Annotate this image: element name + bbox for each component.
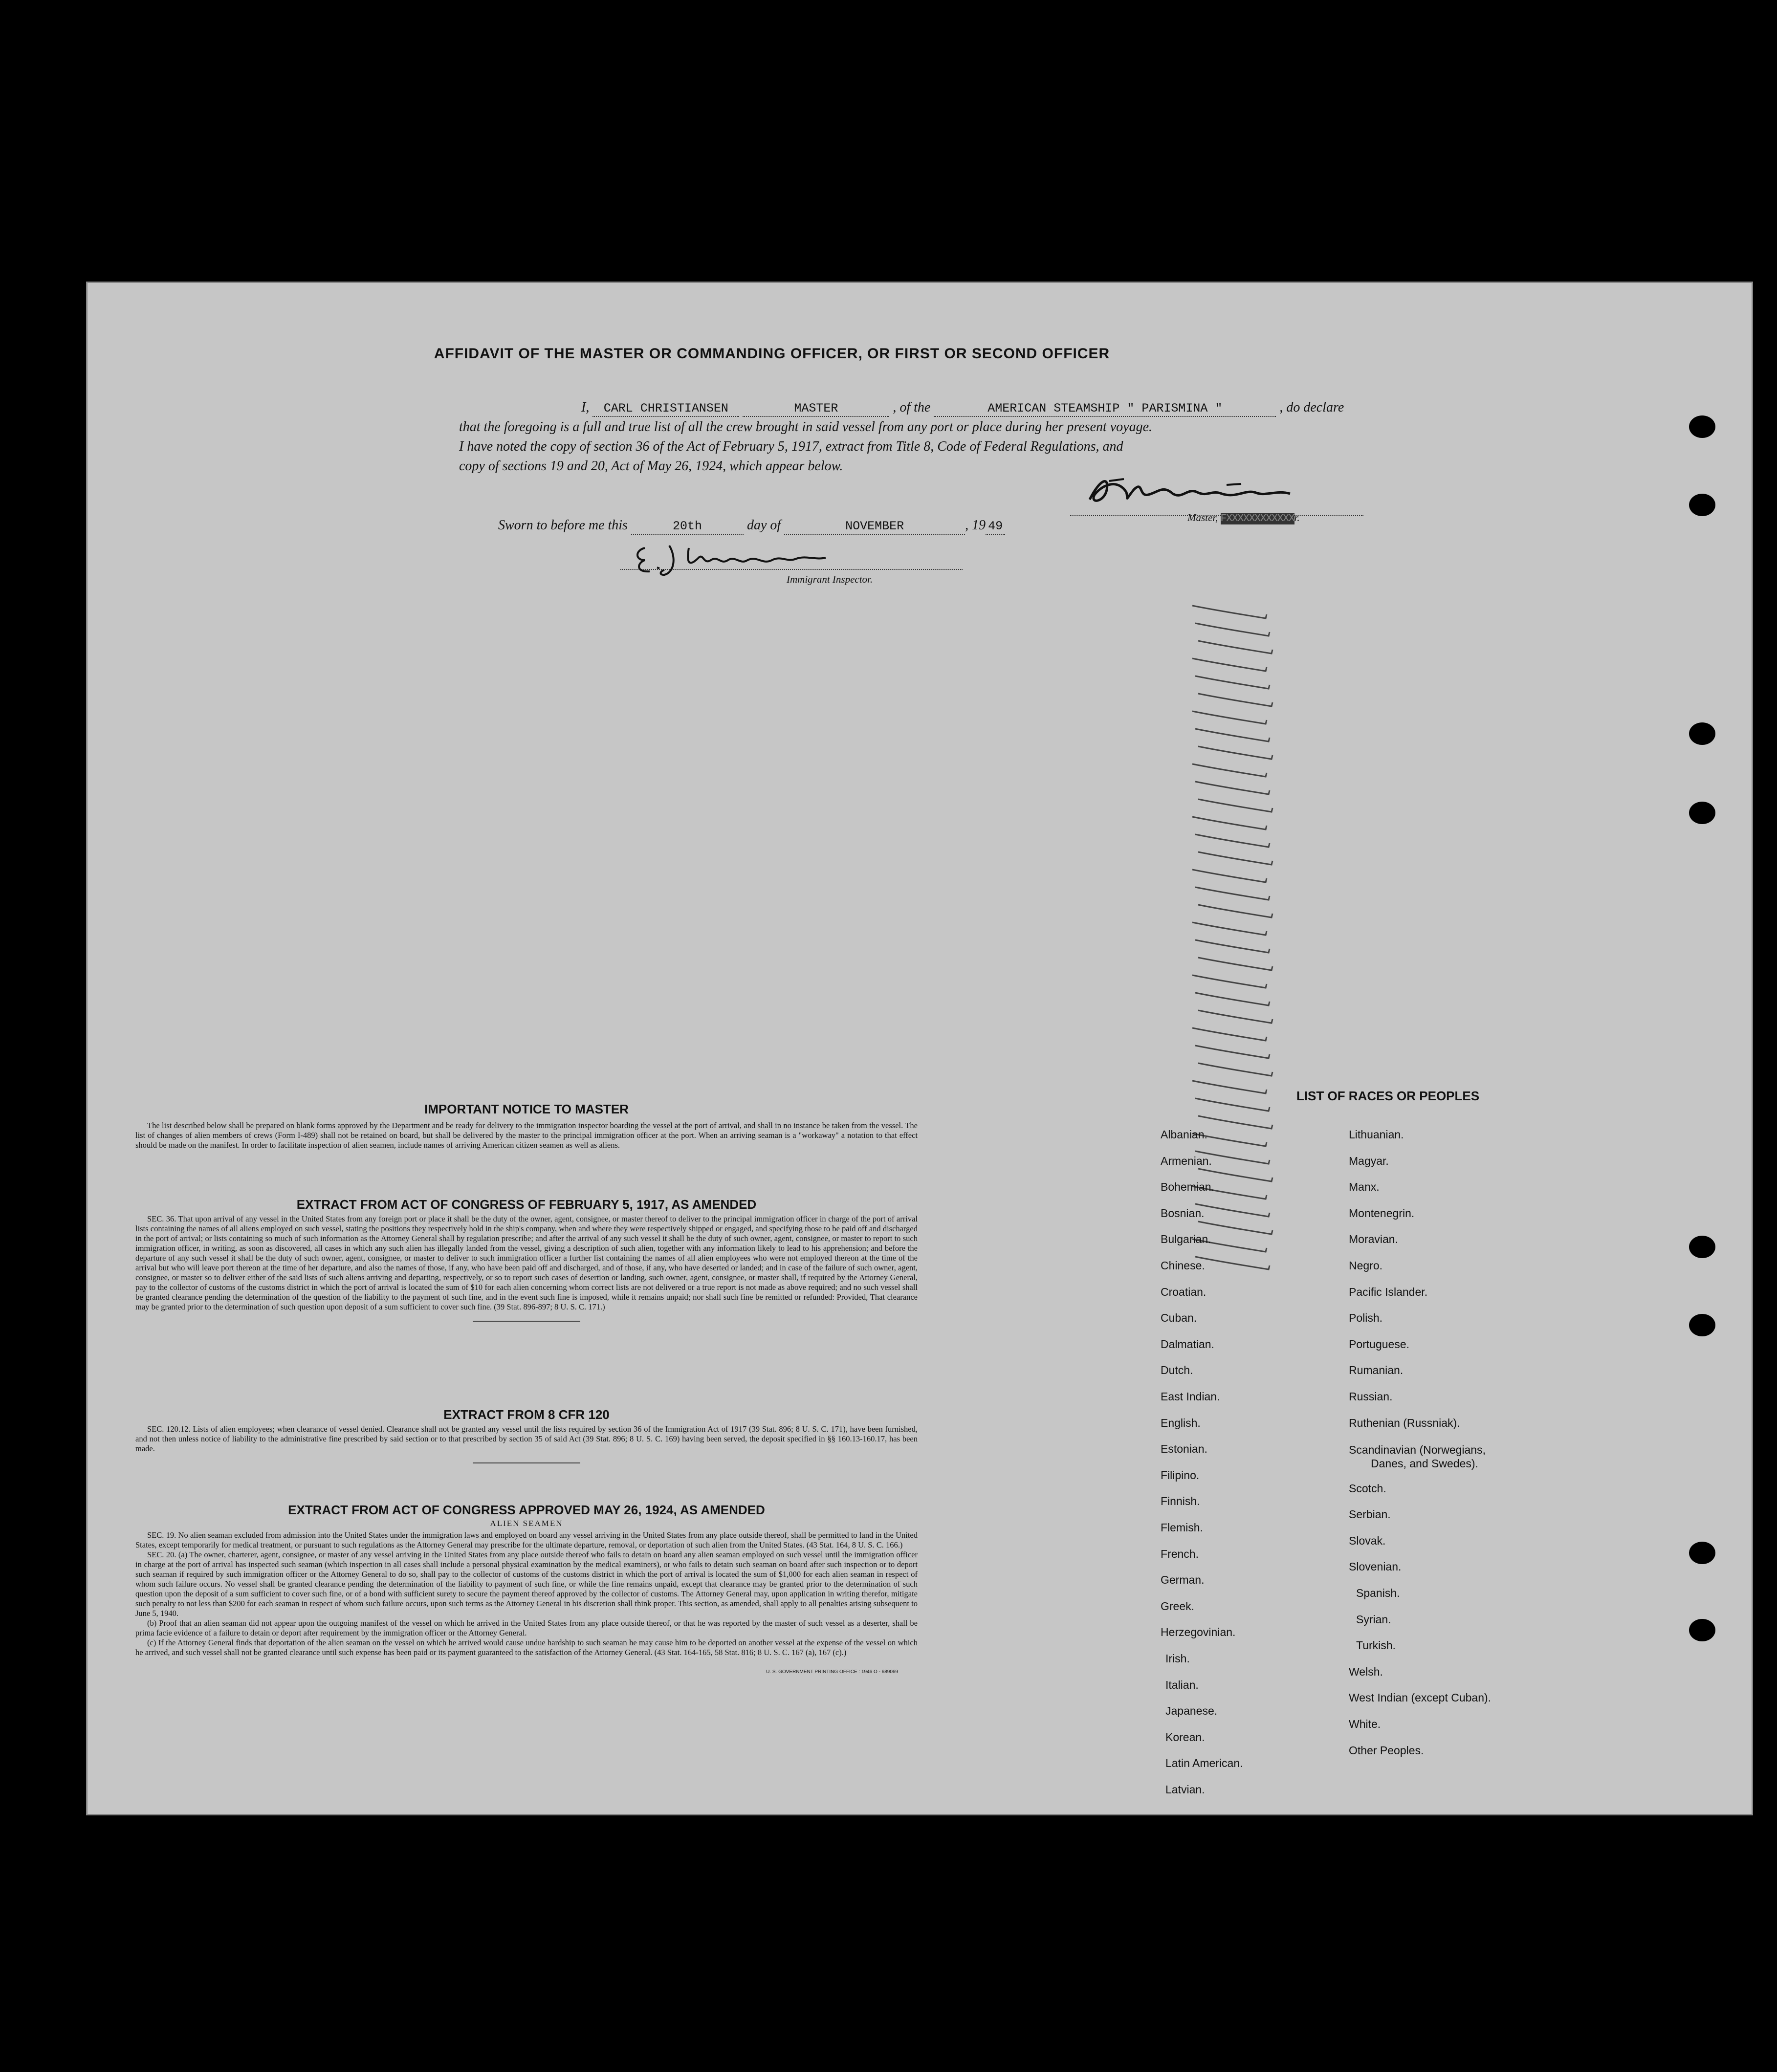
races-title: LIST OF RACES OR PEOPLES [1296, 1089, 1480, 1103]
race-item: Flemish. [1161, 1521, 1203, 1534]
race-item: Russian. [1349, 1390, 1393, 1403]
struck-out-text: F [1220, 513, 1227, 524]
race-item: Other Peoples. [1349, 1744, 1424, 1757]
affidavit-line-3: I have noted the copy of section 36 of the Act of February 5, 1917, extract from Title 8, Code of Federal Regulations, and [459, 439, 1123, 454]
extract-1924-title: EXTRACT FROM ACT OF CONGRESS APPROVED MAY 26, 1924, AS AMENDED [288, 1503, 765, 1517]
race-item: Japanese. [1165, 1704, 1218, 1718]
sec-19-text: SEC. 19. No alien seaman excluded from admission into the United States under the immigration laws and employed on board any vessel arriving in the United States from any place outside thereof, shall be permitted to land in the United States, except temporarily for medical treatment, or pursuant to such regulations as the Attorney General may prescribe for the ultimate departure, removal, or deportation of such alien from the United States. (43 Stat. 164, 8 U. S. C. 166.) [135, 1530, 918, 1549]
year-prefix: , 19 [965, 518, 986, 533]
race-item: Bulgarian. [1161, 1233, 1211, 1246]
race-item: Lithuanian. [1349, 1128, 1404, 1141]
punch-hole [1689, 1542, 1715, 1564]
race-item: Manx. [1349, 1180, 1380, 1194]
sworn-prefix: Sworn to before me this [498, 518, 628, 533]
cfr-title: EXTRACT FROM 8 CFR 120 [443, 1407, 610, 1422]
race-item: Turkish. [1356, 1639, 1396, 1652]
notice-section [135, 1104, 918, 1150]
race-item: Negro. [1349, 1259, 1383, 1272]
race-item: Estonian. [1161, 1442, 1207, 1456]
race-item: Croatian. [1161, 1285, 1207, 1298]
race-item: Moravian. [1349, 1233, 1398, 1246]
vessel-name-field: AMERICAN STEAMSHIP " PARISMINA " [934, 401, 1276, 417]
race-item: Albanian. [1161, 1128, 1207, 1141]
race-item: Armenian. [1161, 1154, 1212, 1167]
race-item: Finnish. [1161, 1495, 1200, 1508]
race-item: Slovenian. [1349, 1560, 1402, 1573]
race-item: West Indian (except Cuban). [1349, 1691, 1492, 1704]
notice-body: The list described below shall be prepared on blank forms approved by the Department and be ready for delivery to the immigration inspector boarding the vessel at the port of arrival, and shall in no instance be taken from the vessel. The list of changes of alien members of crews (Form I-489) shall not be retained on board, but shall be delivered by the master to the principal immigration officer at the port. When an arriving seaman is a "workaway" a notation to that effect should be made on the manifest. In order to facilitate inspection of alien seamen, include names of arriving American citizen seamen as well as aliens. [135, 1121, 918, 1150]
race-item: Bosnian. [1161, 1206, 1205, 1220]
race-item: Filipino. [1161, 1468, 1200, 1482]
struck-out-text-2: XXXXXXXXXXXX [1226, 513, 1294, 524]
race-item: French. [1161, 1547, 1199, 1560]
punch-hole [1689, 1619, 1715, 1641]
race-item: Korean. [1165, 1730, 1205, 1744]
extract-1917-body: SEC. 36. That upon arrival of any vessel in the United States from any foreign port or place it shall be the duty of the owner, agent, consignee, or master thereof to deliver to the principal immigration officer in charge of the port of arrival lists containing the names of all aliens employed on such vessel, stating the positions they respectively hold in the ship's company, when and where they were respectively shipped or engaged, and specifying those to be paid off and discharged in the port of arrival; or lists containing so much of such information as the Attorney General shall by regulation prescribe; and after the arrival of any such vessel it shall be the duty of such owner, agent, consignee, or master to report to such immigration officer, in writing, as soon as discovered, all cases in which any such alien has illegally landed from the vessel, giving a description of such alien, together with any information likely to lead to his apprehension; and before the departure of any such vessel it shall be the duty of such owner, agent, consignee, or master to deliver to such immigration officer a further list containing the names of all alien employees who were not employed thereon at the time of the arrival but who will leave port thereon at the time of her departure, and also the names of those, if any, who have been paid off and discharged, and of those, if any, who have deserted or landed; and in case of the failure of such owner, agent, consignee, or master so to deliver either of the said lists of such aliens arriving and departing, respectively, or so to report such cases of desertion or landing, such owner, agent, consignee, or master shall, if required by the Attorney General, pay to the collector of customs of the customs district in which the port of arrival is located the sum of $10 for each alien concerning whom correct lists are not delivered or a true report is not made as above required; and no such vessel shall be granted clearance pending the determination of the question of the liability to the payment of such fine, and in the event such fine is imposed, while it remains unpaid; nor shall such fine be remitted or refunded: Provided, That clearance may be granted prior to the determination of such question upon deposit of a sum sufficient to cover such fine. (39 Stat. 896-897; 8 U. S. C. 171.) [135, 1214, 918, 1311]
sworn-day-field: 20th [631, 519, 744, 535]
race-item: White. [1349, 1718, 1381, 1730]
affidavit-prefix: I, [581, 400, 590, 415]
manifest-page [86, 282, 1753, 1815]
divider [473, 1321, 580, 1322]
race-item: Latvian. [1165, 1783, 1205, 1796]
race-item: Danes, and Swedes). [1371, 1457, 1478, 1470]
race-item: Welsh. [1349, 1665, 1383, 1678]
extract-1917-section [135, 1197, 918, 1322]
race-item: English. [1161, 1416, 1201, 1429]
punch-hole [1689, 494, 1715, 516]
race-item: Cuban. [1161, 1311, 1197, 1325]
race-item: Spanish. [1356, 1587, 1400, 1599]
master-caption [1187, 512, 1300, 524]
race-item: Irish. [1165, 1652, 1190, 1665]
sec-20b-text: (b) Proof that an alien seaman did not appear upon the outgoing manifest of the vessel on which he arrived in the United States from any place outside thereof, or that he was reported by the master of such vessel as a deserter, shall be prima facie evidence of a failure to detain or deport after requirement by the immigration officer or the Attorney General. [135, 1618, 918, 1637]
race-item: Scandinavian (Norwegians, [1349, 1443, 1486, 1457]
race-item: Portuguese. [1349, 1337, 1410, 1351]
punch-hole [1689, 1236, 1715, 1258]
notice-title: IMPORTANT NOTICE TO MASTER [424, 1102, 629, 1116]
race-item: Serbian. [1349, 1508, 1391, 1521]
master-signature [1080, 475, 1354, 506]
race-item: Bohemian. [1161, 1180, 1214, 1194]
affidavit-line-2: that the foregoing is a full and true list of all the crew brought in said vessel from any port or place during her present voyage. [459, 419, 1153, 435]
race-item: Ruthenian (Russniak). [1349, 1416, 1460, 1429]
race-item: Rumanian. [1349, 1364, 1404, 1377]
sworn-year-field: 49 [986, 519, 1005, 535]
master-caption-end: r. [1294, 512, 1300, 523]
cfr-body: SEC. 120.12. Lists of alien employees; when clearance of vessel denied. Clearance shall not be granted any vessel until the lists required by section 36 of the Immigration Act of 1917 (39 Stat. 896; 8 U. S. C. 171), have been furnished, and not then unless notice of liability to the administrative fine prescribed by said section or to that prescribed by section 35 of said Act (39 Stat. 896; 8 U. S. C. 169) having been served, the deposit specified in §§ 160.13-160.17, has been made. [135, 1424, 918, 1453]
handwritten-tick-marks [1183, 596, 1290, 1270]
race-item: Polish. [1349, 1311, 1383, 1325]
race-item: Italian. [1165, 1678, 1199, 1691]
race-item: Montenegrin. [1349, 1206, 1415, 1220]
sec-20c-text: (c) If the Attorney General finds that deportation of the alien seaman on the vessel on which he arrived would cause undue hardship to such seaman he may cause him to be deported on another vessel at the expense of the vessel on which he arrived, and such vessel shall not be granted clearance until such expense has been paid or its payment guaranteed to the satisfaction of the Attorney General. (43 Stat. 164-165, 58 Stat. 816; 8 U. S. C. 167 (a), 167 (c).) [135, 1638, 918, 1657]
race-item: Latin American. [1165, 1757, 1243, 1770]
master-name-field: CARL CHRISTIANSEN [592, 401, 739, 417]
of-the-text: , of the [893, 400, 931, 415]
race-item: Magyar. [1349, 1154, 1389, 1167]
punch-hole [1689, 415, 1715, 438]
cfr-section [135, 1407, 918, 1463]
master-rank-field: MASTER [743, 401, 889, 417]
affidavit-statement [459, 398, 1381, 476]
race-item: Herzegovinian. [1161, 1626, 1236, 1639]
race-item: Chinese. [1161, 1259, 1205, 1272]
affidavit-title: AFFIDAVIT OF THE MASTER OR COMMANDING OFFICER, OR FIRST OR SECOND OFFICER [434, 346, 1110, 362]
affidavit-line-4: copy of sections 19 and 20, Act of May 26, 1924, which appear below. [459, 458, 843, 474]
divider [473, 1462, 580, 1463]
race-item: Dutch. [1161, 1364, 1193, 1377]
race-item: Slovak. [1349, 1534, 1386, 1547]
extract-1924-section [135, 1505, 918, 1677]
do-declare-text: , do declare [1279, 400, 1344, 415]
sworn-statement [498, 518, 1005, 535]
race-item: East Indian. [1161, 1390, 1220, 1403]
punch-hole [1689, 1314, 1715, 1336]
race-item: Dalmatian. [1161, 1337, 1214, 1351]
punch-hole [1689, 802, 1715, 824]
inspector-caption: Immigrant Inspector. [787, 573, 873, 585]
sworn-month-field: NOVEMBER [784, 519, 965, 535]
sec-20a-text: SEC. 20. (a) The owner, charterer, agent, consignee, or master of any vessel arriving in the United States from any place outside thereof who fails to detain on board any alien seaman employed on such vessel until the immigration officer in charge at the port of arrival has inspected such seaman (which inspection in all cases shall include a personal physical examination by the medical examiners), or who fails to detain such seaman on board after such inspection or to deport such seaman if required by such immigration officer or the Attorney General to do so, shall pay to the collector of customs of the customs district in which the port of arrival is located the sum of $1,000 for each alien seaman in respect of whom such failure occurs. No vessel shall be granted clearance pending the determination of the liability to payment of such fine, or while the fine remains unpaid, except that clearance may be granted prior to the determination of such question upon the deposit of a sum sufficient to cover such fine, or of a bond with sufficient surety to secure the payment thereof approved by the collector of customs. The Attorney General may, upon application in writing therefor, mitigate such penalty to not less than $200 for each seaman in respect of whom such failure occurs, upon such terms as the Attorney General in his discretion shall think proper. This section, as amended, shall apply to all penalties arising subsequent to June 5, 1940. [135, 1550, 918, 1618]
printing-office-imprint: U. S. GOVERNMENT PRINTING OFFICE : 1946 O - 689069 [766, 1669, 898, 1675]
punch-hole [1689, 722, 1715, 745]
day-of-text: day of [746, 518, 781, 533]
master-caption-text: Master, [1187, 512, 1218, 523]
race-item: Pacific Islander. [1349, 1285, 1428, 1298]
alien-seamen-subtitle: ALIEN SEAMEN [490, 1519, 563, 1528]
inspector-signature [630, 538, 835, 577]
race-item: Syrian. [1356, 1613, 1391, 1626]
race-item: Greek. [1161, 1599, 1195, 1613]
race-item: Scotch. [1349, 1482, 1386, 1495]
extract-1917-title: EXTRACT FROM ACT OF CONGRESS OF FEBRUARY 5, 1917, AS AMENDED [296, 1197, 757, 1212]
race-item: German. [1161, 1573, 1205, 1587]
